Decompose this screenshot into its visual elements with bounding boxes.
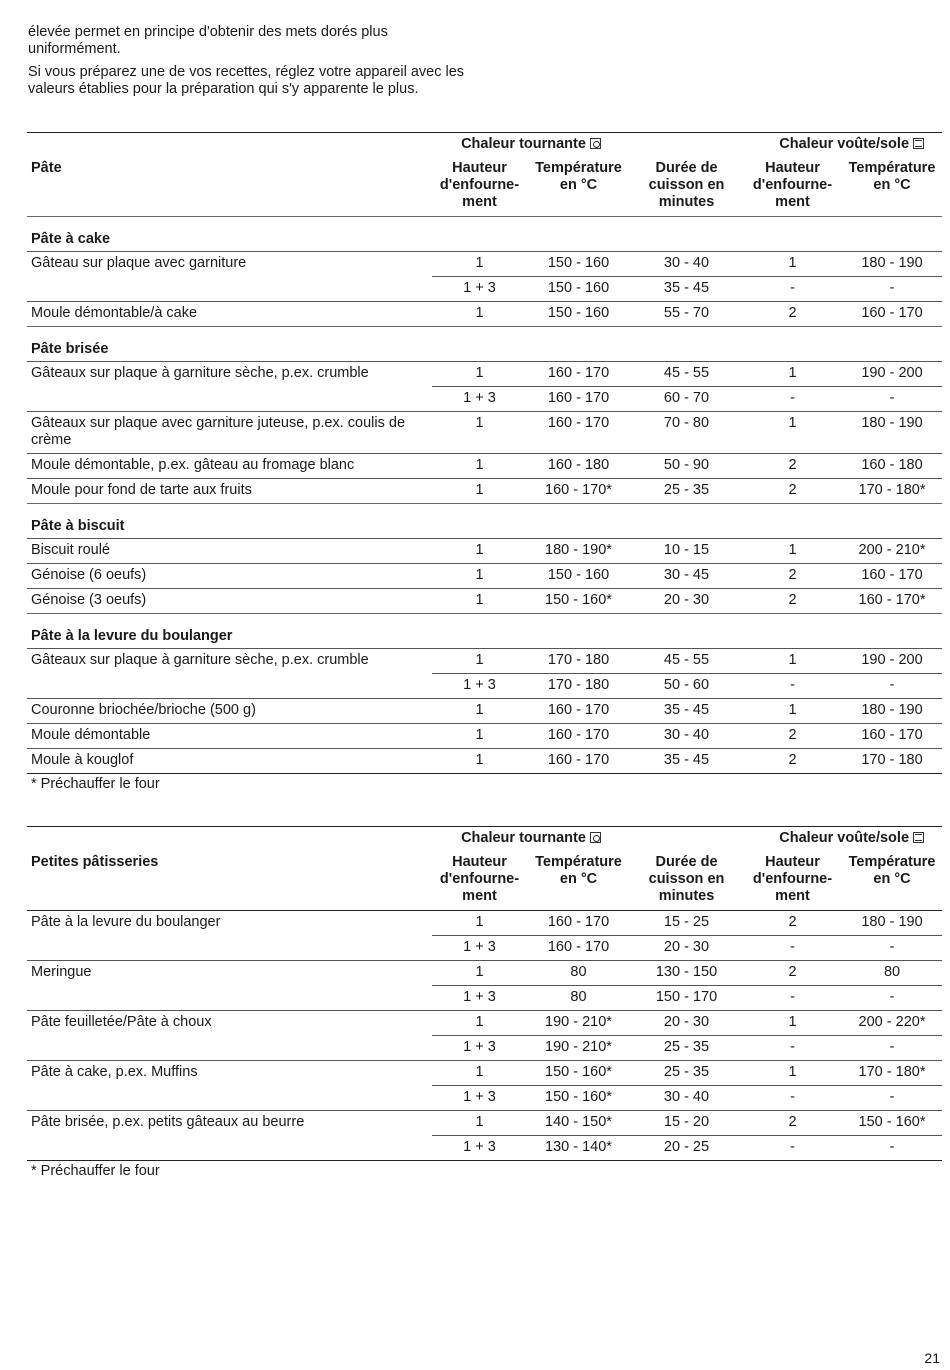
duration-cell: 30 - 40: [630, 724, 743, 749]
section-title: Pâte à biscuit: [27, 504, 942, 539]
dish-name: Moule pour fond de tarte aux fruits: [27, 479, 432, 504]
level-cell: 1: [432, 1011, 527, 1036]
column-header-row: [27, 854, 942, 911]
dish-name: [27, 674, 432, 699]
temp-cell: 130 - 140*: [527, 1136, 630, 1161]
section-header: [27, 504, 942, 539]
dish-name: [27, 1136, 432, 1161]
duration-cell: 25 - 35: [630, 1061, 743, 1086]
table-row: [27, 1011, 942, 1036]
temp-cell: 150 - 160: [527, 564, 630, 589]
duration-cell: 55 - 70: [630, 302, 743, 327]
temp-cell: 170 - 180: [842, 749, 942, 774]
level-cell: 2: [743, 564, 842, 589]
temp-cell: 190 - 210*: [527, 1011, 630, 1036]
table-row: [27, 1136, 942, 1161]
convection-header: Chaleur tournante: [432, 133, 630, 161]
convection-header: Chaleur tournante: [432, 827, 630, 855]
section-title: Pâte brisée: [27, 327, 942, 362]
level-cell: 2: [743, 911, 842, 936]
intro-paragraph-2: Si vous préparez une de vos recettes, réglez votre appareil avec les valeurs établies pour la préparation qui s'y apparente le plus.: [28, 64, 465, 97]
temp-cell: 150 - 160*: [842, 1111, 942, 1136]
level-cell: 1: [432, 961, 527, 986]
duration-cell: 30 - 40: [630, 252, 743, 277]
table-row: [27, 986, 942, 1011]
col-level-2: Hauteur d'enfourne-ment: [752, 854, 833, 904]
temp-cell: 160 - 170: [527, 936, 630, 961]
section-title: Pâte à cake: [27, 217, 942, 252]
level-cell: 1: [432, 302, 527, 327]
temp-cell: 160 - 170: [527, 412, 630, 454]
temp-cell: 160 - 170: [527, 911, 630, 936]
dish-name: [27, 387, 432, 412]
duration-cell: 150 - 170: [630, 986, 743, 1011]
level-cell: 1: [743, 649, 842, 674]
intro-text: [28, 24, 473, 104]
duration-cell: 20 - 30: [630, 1011, 743, 1036]
dish-name: Moule démontable: [27, 724, 432, 749]
dish-name: Pâte brisée, p.ex. petits gâteaux au beurre: [27, 1111, 432, 1136]
dish-name: Pâte à la levure du boulanger: [27, 911, 432, 936]
duration-cell: 30 - 40: [630, 1086, 743, 1111]
dish-name: Biscuit roulé: [27, 539, 432, 564]
top-bottom-header: Chaleur voûte/sole: [743, 133, 942, 161]
col-duration: Durée de cuisson en minutes: [648, 160, 725, 210]
duration-cell: 35 - 45: [630, 749, 743, 774]
table-row: [27, 362, 942, 387]
temp-cell: 190 - 200: [842, 362, 942, 387]
temp-cell: -: [842, 277, 942, 302]
level-cell: 1: [432, 252, 527, 277]
table-row: [27, 412, 942, 454]
level-cell: -: [743, 1036, 842, 1061]
temp-cell: 160 - 170*: [527, 479, 630, 504]
temp-cell: 190 - 210*: [527, 1036, 630, 1061]
table-row: [27, 589, 942, 614]
table-row: [27, 961, 942, 986]
table-row: [27, 1061, 942, 1086]
table-row: [27, 911, 942, 936]
temp-cell: 160 - 170: [527, 362, 630, 387]
table-row: [27, 1111, 942, 1136]
duration-cell: 45 - 55: [630, 649, 743, 674]
table-row: [27, 564, 942, 589]
footnote: * Préchauffer le four: [31, 776, 160, 792]
group-header-row: [27, 133, 942, 161]
top-bottom-heat-icon: [913, 138, 924, 149]
temp-cell: 160 - 170: [842, 724, 942, 749]
temp-cell: 150 - 160: [527, 252, 630, 277]
temp-cell: 200 - 220*: [842, 1011, 942, 1036]
level-cell: 2: [743, 302, 842, 327]
duration-cell: 70 - 80: [630, 412, 743, 454]
temp-cell: 200 - 210*: [842, 539, 942, 564]
level-cell: 1: [432, 479, 527, 504]
level-cell: -: [743, 986, 842, 1011]
table-row: [27, 479, 942, 504]
level-cell: 1: [432, 454, 527, 479]
col-duration: Durée de cuisson en minutes: [648, 854, 725, 904]
temp-cell: 160 - 180: [527, 454, 630, 479]
dish-name: [27, 1036, 432, 1061]
level-cell: -: [743, 674, 842, 699]
baking-table-small-pastries: [27, 826, 942, 1180]
table-row: [27, 277, 942, 302]
temp-cell: 150 - 160*: [527, 1086, 630, 1111]
dish-name: Meringue: [27, 961, 432, 986]
temp-cell: 160 - 170: [842, 564, 942, 589]
duration-cell: 10 - 15: [630, 539, 743, 564]
level-cell: -: [743, 1136, 842, 1161]
table-label: Petites pâtisseries: [31, 854, 159, 870]
level-cell: 2: [743, 724, 842, 749]
section-header: [27, 327, 942, 362]
level-cell: 2: [743, 454, 842, 479]
temp-cell: 160 - 170: [527, 749, 630, 774]
level-cell: 1: [432, 699, 527, 724]
dish-name: Génoise (3 oeufs): [27, 589, 432, 614]
level-cell: 1: [743, 539, 842, 564]
duration-cell: 25 - 35: [630, 1036, 743, 1061]
table-row: [27, 539, 942, 564]
level-cell: 1: [743, 362, 842, 387]
temp-cell: 170 - 180: [527, 674, 630, 699]
temp-cell: 180 - 190: [842, 412, 942, 454]
table-row: [27, 302, 942, 327]
temp-cell: 160 - 170: [527, 724, 630, 749]
level-cell: 1 + 3: [432, 1036, 527, 1061]
table-row: [27, 252, 942, 277]
table-row: [27, 724, 942, 749]
level-cell: 1: [432, 1061, 527, 1086]
temp-cell: 190 - 200: [842, 649, 942, 674]
col-level: Hauteur d'enfourne-ment: [439, 854, 520, 904]
duration-cell: 35 - 45: [630, 277, 743, 302]
duration-cell: 20 - 25: [630, 1136, 743, 1161]
temp-cell: 160 - 170: [842, 302, 942, 327]
temp-cell: -: [842, 1136, 942, 1161]
footnote-row: [27, 1161, 942, 1181]
level-cell: 1: [432, 589, 527, 614]
dish-name: Couronne briochée/brioche (500 g): [27, 699, 432, 724]
level-cell: 1: [432, 362, 527, 387]
dish-name: Pâte à cake, p.ex. Muffins: [27, 1061, 432, 1086]
intro-paragraph-1: élevée permet en principe d'obtenir des mets dorés plus uniformément.: [28, 24, 388, 57]
temp-cell: 160 - 170: [527, 699, 630, 724]
temp-cell: -: [842, 1086, 942, 1111]
temp-cell: 160 - 180: [842, 454, 942, 479]
duration-cell: 20 - 30: [630, 589, 743, 614]
temp-cell: 170 - 180*: [842, 1061, 942, 1086]
level-cell: 1: [432, 539, 527, 564]
section-header: [27, 217, 942, 252]
level-cell: 1 + 3: [432, 986, 527, 1011]
dish-name: Moule démontable/à cake: [27, 302, 432, 327]
fan-icon: [590, 138, 601, 149]
section-title: Pâte à la levure du boulanger: [27, 614, 942, 649]
level-cell: 1 + 3: [432, 1086, 527, 1111]
duration-cell: 60 - 70: [630, 387, 743, 412]
temp-cell: 150 - 160*: [527, 1061, 630, 1086]
level-cell: 1: [743, 699, 842, 724]
col-level-2: Hauteur d'enfourne-ment: [752, 160, 833, 210]
footnote: * Préchauffer le four: [31, 1163, 160, 1179]
duration-cell: 45 - 55: [630, 362, 743, 387]
level-cell: 2: [743, 749, 842, 774]
temp-cell: 160 - 170: [527, 387, 630, 412]
dish-name: Génoise (6 oeufs): [27, 564, 432, 589]
col-temp: Température en °C: [535, 854, 622, 887]
level-cell: 1: [432, 564, 527, 589]
temp-cell: 160 - 170*: [842, 589, 942, 614]
column-header-row: [27, 160, 942, 217]
table-label: Pâte: [31, 160, 62, 176]
level-cell: -: [743, 1086, 842, 1111]
level-cell: 2: [743, 1111, 842, 1136]
temp-cell: -: [842, 1036, 942, 1061]
duration-cell: 15 - 20: [630, 1111, 743, 1136]
col-temp: Température en °C: [535, 160, 622, 193]
level-cell: 2: [743, 961, 842, 986]
table-row: [27, 699, 942, 724]
section-header: [27, 614, 942, 649]
level-cell: 1: [432, 649, 527, 674]
temp-cell: 150 - 160: [527, 302, 630, 327]
temp-cell: 140 - 150*: [527, 1111, 630, 1136]
level-cell: 1: [432, 911, 527, 936]
page-number: 21: [924, 1350, 940, 1366]
level-cell: -: [743, 387, 842, 412]
dish-name: Gâteaux sur plaque à garniture sèche, p.ex. crumble: [27, 649, 432, 674]
table-row: [27, 674, 942, 699]
top-bottom-heat-icon: [913, 832, 924, 843]
duration-cell: 130 - 150: [630, 961, 743, 986]
duration-cell: 30 - 45: [630, 564, 743, 589]
temp-cell: 180 - 190*: [527, 539, 630, 564]
level-cell: 2: [743, 479, 842, 504]
level-cell: 1: [743, 1011, 842, 1036]
dish-name: Gâteaux sur plaque avec garniture juteuse, p.ex. coulis de crème: [27, 412, 432, 454]
dish-name: Moule démontable, p.ex. gâteau au fromage blanc: [27, 454, 432, 479]
temp-cell: -: [842, 986, 942, 1011]
duration-cell: 15 - 25: [630, 911, 743, 936]
table-row: [27, 936, 942, 961]
top-bottom-header: Chaleur voûte/sole: [743, 827, 942, 855]
dish-name: Moule à kouglof: [27, 749, 432, 774]
baking-table-cakes: [27, 132, 942, 793]
level-cell: 1: [432, 749, 527, 774]
table-row: [27, 387, 942, 412]
temp-cell: -: [842, 936, 942, 961]
temp-cell: 180 - 190: [842, 699, 942, 724]
table-row: [27, 749, 942, 774]
level-cell: 1 + 3: [432, 936, 527, 961]
temp-cell: 80: [527, 986, 630, 1011]
table-row: [27, 454, 942, 479]
level-cell: -: [743, 936, 842, 961]
fan-icon: [590, 832, 601, 843]
dish-name: Pâte feuilletée/Pâte à choux: [27, 1011, 432, 1036]
level-cell: 1 + 3: [432, 674, 527, 699]
col-temp-2: Température en °C: [848, 854, 936, 887]
level-cell: 1: [743, 252, 842, 277]
temp-cell: 180 - 190: [842, 911, 942, 936]
level-cell: 1: [432, 724, 527, 749]
level-cell: 1 + 3: [432, 1136, 527, 1161]
temp-cell: 150 - 160: [527, 277, 630, 302]
level-cell: 1: [743, 1061, 842, 1086]
level-cell: -: [743, 277, 842, 302]
level-cell: 1 + 3: [432, 387, 527, 412]
duration-cell: 25 - 35: [630, 479, 743, 504]
table-row: [27, 1036, 942, 1061]
dish-name: [27, 277, 432, 302]
level-cell: 1: [432, 412, 527, 454]
group-header-row: [27, 827, 942, 855]
dish-name: [27, 936, 432, 961]
col-temp-2: Température en °C: [848, 160, 936, 193]
temp-cell: 80: [842, 961, 942, 986]
dish-name: [27, 1086, 432, 1111]
temp-cell: 80: [527, 961, 630, 986]
duration-cell: 20 - 30: [630, 936, 743, 961]
duration-cell: 50 - 60: [630, 674, 743, 699]
level-cell: 1: [743, 412, 842, 454]
temp-cell: -: [842, 674, 942, 699]
table-row: [27, 649, 942, 674]
dish-name: [27, 986, 432, 1011]
temp-cell: 170 - 180*: [842, 479, 942, 504]
level-cell: 1 + 3: [432, 277, 527, 302]
level-cell: 1: [432, 1111, 527, 1136]
duration-cell: 50 - 90: [630, 454, 743, 479]
temp-cell: 180 - 190: [842, 252, 942, 277]
temp-cell: 170 - 180: [527, 649, 630, 674]
dish-name: Gâteau sur plaque avec garniture: [27, 252, 432, 277]
dish-name: Gâteaux sur plaque à garniture sèche, p.ex. crumble: [27, 362, 432, 387]
level-cell: 2: [743, 589, 842, 614]
duration-cell: 35 - 45: [630, 699, 743, 724]
col-level: Hauteur d'enfourne-ment: [439, 160, 520, 210]
temp-cell: -: [842, 387, 942, 412]
table-row: [27, 1086, 942, 1111]
temp-cell: 150 - 160*: [527, 589, 630, 614]
footnote-row: [27, 774, 942, 794]
